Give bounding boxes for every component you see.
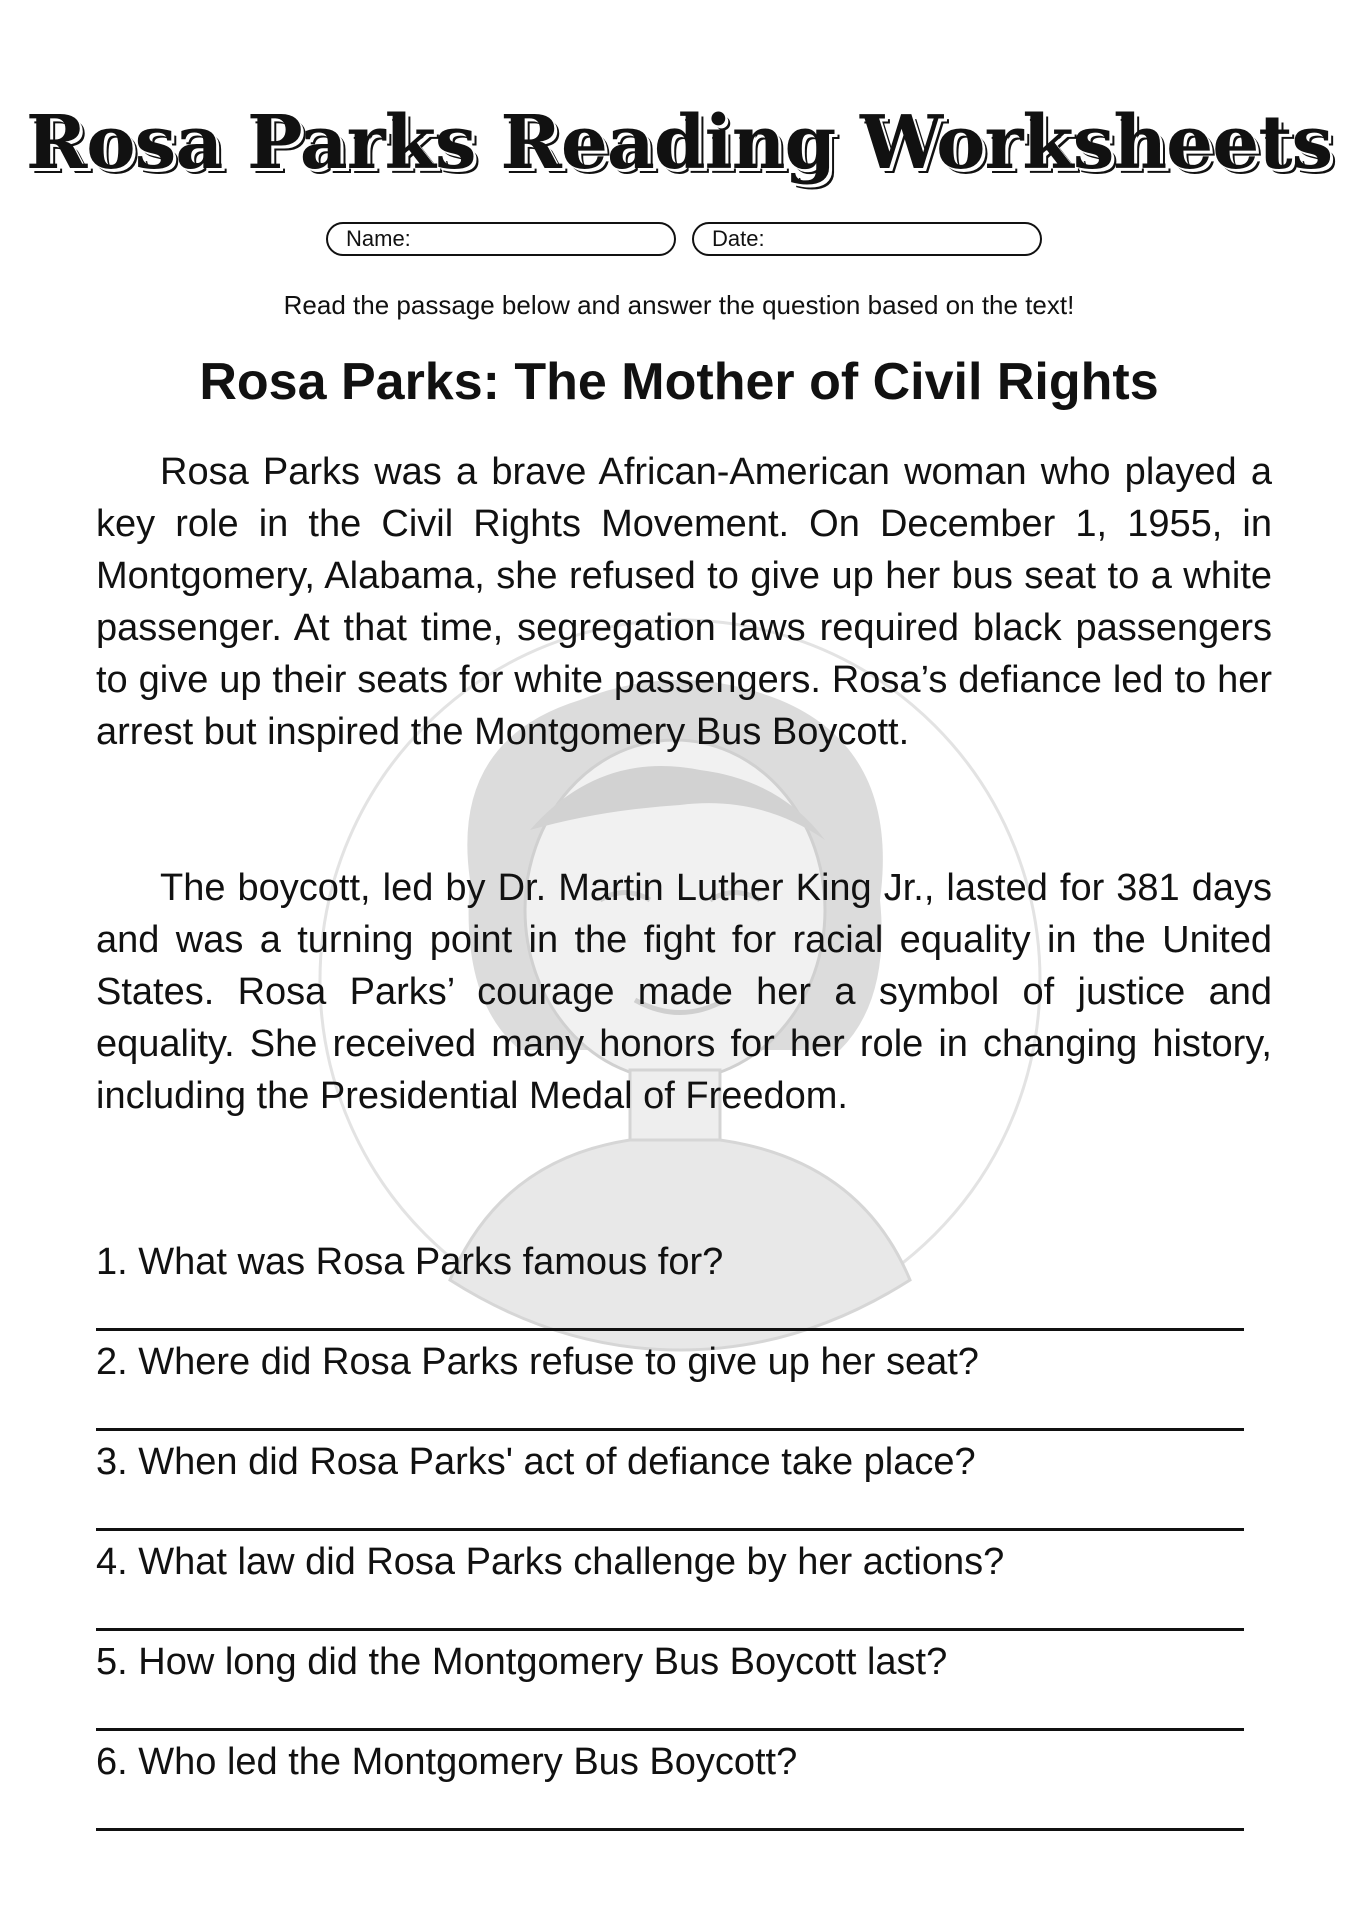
question-1: 1. What was Rosa Parks famous for? — [96, 1241, 724, 1283]
answer-line-3[interactable] — [96, 1528, 1244, 1531]
question-4: 4. What law did Rosa Parks challenge by her actions? — [96, 1541, 1005, 1583]
answer-line-5[interactable] — [96, 1728, 1244, 1731]
answer-line-6[interactable] — [96, 1828, 1244, 1831]
date-field[interactable] — [692, 222, 1042, 256]
worksheet-title: Rosa Parks Reading Worksheets — [25, 100, 1333, 186]
answer-line-1[interactable] — [96, 1328, 1244, 1331]
question-2: 2. Where did Rosa Parks refuse to give up her seat? — [96, 1341, 979, 1383]
passage-title: Rosa Parks: The Mother of Civil Rights — [199, 353, 1159, 411]
answer-line-4[interactable] — [96, 1628, 1244, 1631]
question-5: 5. How long did the Montgomery Bus Boycott last? — [96, 1641, 948, 1683]
answer-line-2[interactable] — [96, 1428, 1244, 1431]
instruction-text: Read the passage below and answer the question based on the text! — [283, 290, 1075, 320]
question-6: 6. Who led the Montgomery Bus Boycott? — [96, 1741, 798, 1783]
passage-paragraph: The boycott, led by Dr. Martin Luther King Jr., lasted for 381 days and was a turning point in the fight for racial equality in the United States. Rosa Parks’ courage made her a symbol of justice and equality. She received many honors for her role in changing history, including the Presidential Medal of Freedom. — [96, 867, 1272, 1117]
date-label: Date: — [712, 226, 765, 251]
passage-paragraph: Rosa Parks was a brave African-American woman who played a key role in the Civil Rights Movement. On December 1, 1955, in Montgomery, Alabama, she refused to give up her bus seat to a white passenger. At that time, segregation laws required black passengers to give up their seats for white passengers. Rosa’s defiance led to her arrest but inspired the Montgomery Bus Boycott. — [96, 451, 1272, 753]
name-field[interactable] — [326, 222, 676, 256]
name-label: Name: — [346, 226, 411, 251]
question-3: 3. When did Rosa Parks' act of defiance take place? — [96, 1441, 976, 1483]
